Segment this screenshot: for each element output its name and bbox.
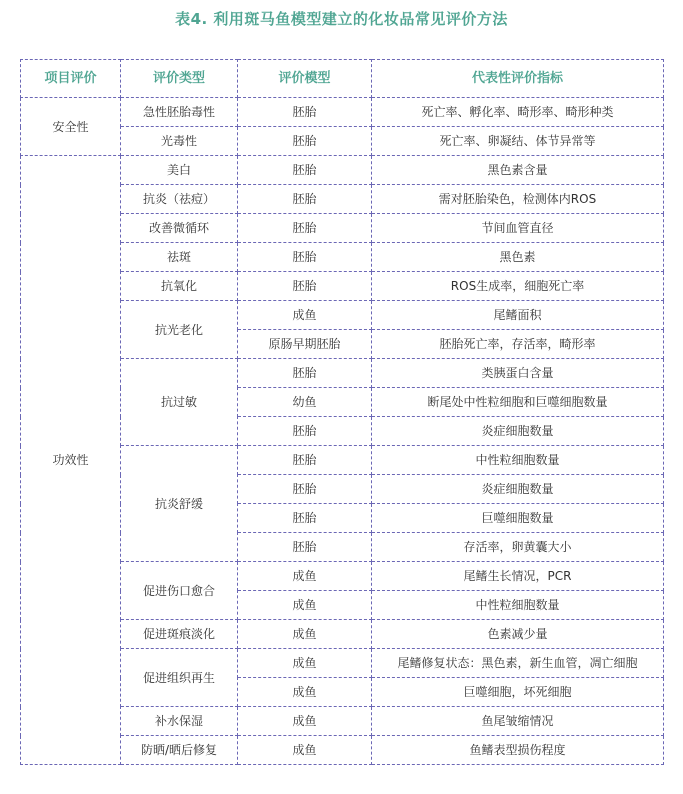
- header-indicator: 代表性评价指标: [372, 60, 664, 98]
- table-body: [21, 98, 664, 765]
- type-cell: 促进伤口愈合: [121, 562, 238, 620]
- header-model: 评价模型: [238, 60, 372, 98]
- model-cell: 胚胎: [238, 417, 372, 446]
- model-cell: 成鱼: [238, 591, 372, 620]
- model-cell: 胚胎: [238, 156, 372, 185]
- type-cell: 促进组织再生: [121, 649, 238, 707]
- project-cell: 功效性: [21, 156, 121, 765]
- type-cell: 抗炎舒缓: [121, 446, 238, 562]
- indicator-cell: 需对胚胎染色，检测体内ROS: [372, 185, 664, 214]
- type-cell: 防晒/晒后修复: [121, 736, 238, 765]
- table-row: [21, 98, 664, 127]
- indicator-cell: 巨噬细胞，坏死细胞: [372, 678, 664, 707]
- indicator-cell: 巨噬细胞数量: [372, 504, 664, 533]
- indicator-cell: 色素减少量: [372, 620, 664, 649]
- model-cell: 胚胎: [238, 272, 372, 301]
- model-cell: 成鱼: [238, 301, 372, 330]
- model-cell: 成鱼: [238, 649, 372, 678]
- model-cell: 胚胎: [238, 185, 372, 214]
- type-cell: 祛斑: [121, 243, 238, 272]
- model-cell: 胚胎: [238, 446, 372, 475]
- indicator-cell: 鱼鳍表型损伤程度: [372, 736, 664, 765]
- model-cell: 成鱼: [238, 620, 372, 649]
- indicator-cell: 中性粒细胞数量: [372, 446, 664, 475]
- indicator-cell: 类胰蛋白含量: [372, 359, 664, 388]
- indicator-cell: 尾鳍生长情况，PCR: [372, 562, 664, 591]
- header-project: 项目评价: [21, 60, 121, 98]
- model-cell: 幼鱼: [238, 388, 372, 417]
- type-cell: 补水保湿: [121, 707, 238, 736]
- type-cell: 抗光老化: [121, 301, 238, 359]
- indicator-cell: 黑色素: [372, 243, 664, 272]
- model-cell: 胚胎: [238, 533, 372, 562]
- evaluation-table: [20, 59, 664, 765]
- table-title: 表4. 利用斑马鱼模型建立的化妆品常见评价方法: [175, 10, 508, 28]
- project-cell: 安全性: [21, 98, 121, 156]
- model-cell: 胚胎: [238, 127, 372, 156]
- model-cell: 胚胎: [238, 98, 372, 127]
- indicator-cell: 炎症细胞数量: [372, 417, 664, 446]
- header-type: 评价类型: [121, 60, 238, 98]
- type-cell: 改善微循环: [121, 214, 238, 243]
- table-row: [21, 156, 664, 185]
- type-cell: 抗过敏: [121, 359, 238, 446]
- indicator-cell: 存活率，卵黄囊大小: [372, 533, 664, 562]
- indicator-cell: 黑色素含量: [372, 156, 664, 185]
- model-cell: 胚胎: [238, 243, 372, 272]
- indicator-cell: 尾鳍面积: [372, 301, 664, 330]
- type-cell: 促进斑痕淡化: [121, 620, 238, 649]
- indicator-cell: 中性粒细胞数量: [372, 591, 664, 620]
- indicator-cell: ROS生成率，细胞死亡率: [372, 272, 664, 301]
- indicator-cell: 节间血管直径: [372, 214, 664, 243]
- model-cell: 成鱼: [238, 562, 372, 591]
- type-cell: 抗炎（祛痘）: [121, 185, 238, 214]
- model-cell: 胚胎: [238, 359, 372, 388]
- indicator-cell: 死亡率、卵凝结、体节异常等: [372, 127, 664, 156]
- indicator-cell: 鱼尾皱缩情况: [372, 707, 664, 736]
- model-cell: 胚胎: [238, 475, 372, 504]
- type-cell: 急性胚胎毒性: [121, 98, 238, 127]
- indicator-cell: 胚胎死亡率，存活率，畸形率: [372, 330, 664, 359]
- indicator-cell: 尾鳍修复状态：黑色素，新生血管，凋亡细胞: [372, 649, 664, 678]
- indicator-cell: 死亡率、孵化率、畸形率、畸形种类: [372, 98, 664, 127]
- model-cell: 胚胎: [238, 504, 372, 533]
- type-cell: 抗氧化: [121, 272, 238, 301]
- model-cell: 原肠早期胚胎: [238, 330, 372, 359]
- type-cell: 美白: [121, 156, 238, 185]
- model-cell: 成鱼: [238, 678, 372, 707]
- indicator-cell: 断尾处中性粒细胞和巨噬细胞数量: [372, 388, 664, 417]
- model-cell: 胚胎: [238, 214, 372, 243]
- type-cell: 光毒性: [121, 127, 238, 156]
- model-cell: 成鱼: [238, 707, 372, 736]
- model-cell: 成鱼: [238, 736, 372, 765]
- header-row: [21, 60, 664, 98]
- indicator-cell: 炎症细胞数量: [372, 475, 664, 504]
